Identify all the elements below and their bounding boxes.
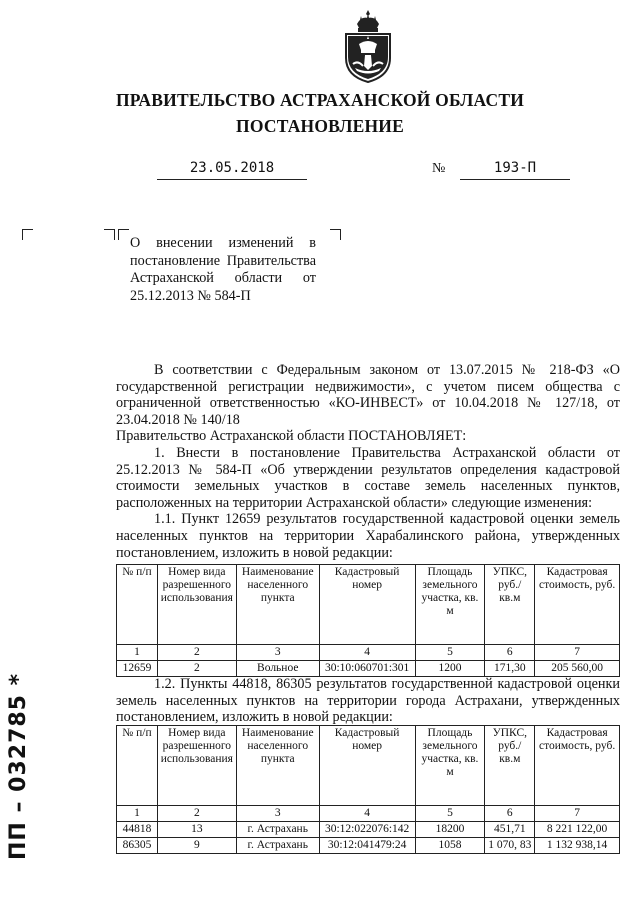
document-subject: О внесении изменений в постановление Правительства Астраханской области от 25.12.2013 № 584-П [130, 235, 316, 304]
table-cell: 1 070, 83 [485, 838, 535, 854]
table-row [117, 822, 620, 838]
table-header-row [117, 726, 620, 806]
date-underline [157, 179, 307, 180]
item-1-2-paragraph: 1.2. Пункты 44818, 86305 результатов государственной кадастровой оценки земель населенных пунктов на территории города Астрахани, утвержденных постановлением, изложить в новой редакции: [116, 676, 620, 726]
column-number-row [117, 645, 620, 661]
header-cell: № п/п [117, 726, 158, 806]
item-1-paragraph: 1. Внести в постановление Правительства Астраханской области от 25.12.2013 № 584-П «Об утверждении результатов определения кадастровой стоимости земельных участков в составе земель населенных пунктов, расположенных на территории Астраханской области» следующие изменения: [116, 444, 620, 511]
column-number-cell: 3 [236, 645, 319, 661]
header-cell: Площадь земельного участка, кв. м [415, 726, 485, 806]
document-number: 193-П [493, 160, 537, 176]
item-1-1-paragraph: 1.1. Пункт 12659 результатов государственной кадастровой оценки земель населенных пунктов на территории Харабалинского района, утвержденных постановлением, изложить в новой редакции: [116, 511, 620, 561]
table-cell: 451,71 [485, 822, 535, 838]
document-type-title: ПОСТАНОВЛЕНИЕ [236, 116, 404, 136]
column-number-cell: 5 [415, 645, 485, 661]
government-title: ПРАВИТЕЛЬСТВО АСТРАХАНСКОЙ ОБЛАСТИ [115, 90, 525, 110]
header-cell: Кадастровый номер [319, 726, 415, 806]
cadastral-table-2 [116, 725, 620, 854]
corner-mark-subject-left [104, 229, 115, 240]
table-cell: 1058 [415, 838, 485, 854]
document-body [116, 362, 620, 561]
column-number-cell: 2 [157, 806, 236, 822]
table-cell: 171,30 [485, 661, 535, 677]
table-cell: 12659 [117, 661, 158, 677]
number-sign: № [432, 161, 446, 176]
table-cell: 8 221 122,00 [535, 822, 620, 838]
table-cell: г. Астрахань [236, 838, 319, 854]
table-cell: 9 [157, 838, 236, 854]
header-cell: Кадастровая стоимость, руб. [535, 565, 620, 645]
header-cell: Номер вида разрешенного использования [157, 565, 236, 645]
corner-mark-left [22, 229, 33, 240]
column-number-cell: 3 [236, 806, 319, 822]
header-cell: Наименование населенного пункта [236, 565, 319, 645]
serial-number-stamp [4, 672, 44, 860]
table-cell: 1200 [415, 661, 485, 677]
table-cell: 2 [157, 661, 236, 677]
table-cell: 1 132 938,14 [535, 838, 620, 854]
table-row [117, 838, 620, 854]
serial-number-text: ПП – 032785 * [6, 672, 31, 860]
column-number-cell: 6 [485, 645, 535, 661]
column-number-cell: 5 [415, 806, 485, 822]
column-number-row [117, 806, 620, 822]
table-row [117, 661, 620, 677]
header-cell: УПКС, руб./ кв.м [485, 726, 535, 806]
column-number-cell: 1 [117, 806, 158, 822]
column-number-cell: 4 [319, 806, 415, 822]
header-cell: Номер вида разрешенного использования [157, 726, 236, 806]
table-cell: Вольное [236, 661, 319, 677]
corner-mark-subject-left-inner [118, 229, 129, 240]
header-cell: № п/п [117, 565, 158, 645]
table-cell: 205 560,00 [535, 661, 620, 677]
table-header-row [117, 565, 620, 645]
table-cell: 30:12:041479:24 [319, 838, 415, 854]
document-date: 23.05.2018 [189, 160, 275, 176]
table-cell: 44818 [117, 822, 158, 838]
table-cell: 30:10:060701:301 [319, 661, 415, 677]
table-cell: 18200 [415, 822, 485, 838]
decree-paragraph: Правительство Астраханской области ПОСТАНОВЛЯЕТ: [116, 428, 467, 445]
header-cell: Кадастровый номер [319, 565, 415, 645]
number-underline [460, 179, 570, 180]
column-number-cell: 2 [157, 645, 236, 661]
header-cell: УПКС, руб./ кв.м [485, 565, 535, 645]
item-1-2-block [116, 676, 620, 726]
cadastral-table-1 [116, 564, 620, 677]
header-cell: Наименование населенного пункта [236, 726, 319, 806]
table-cell: 30:12:022076:142 [319, 822, 415, 838]
column-number-cell: 7 [535, 806, 620, 822]
header-cell: Кадастровая стоимость, руб. [535, 726, 620, 806]
column-number-cell: 1 [117, 645, 158, 661]
coat-of-arms-emblem [343, 8, 393, 84]
column-number-cell: 4 [319, 645, 415, 661]
table-cell: 13 [157, 822, 236, 838]
header-cell: Площадь земельного участка, кв. м [415, 565, 485, 645]
corner-mark-subject-right [330, 229, 341, 240]
column-number-cell: 7 [535, 645, 620, 661]
preamble-paragraph: В соответствии с Федеральным законом от 13.07.2015 № 218-ФЗ «О государственной регистрации недвижимости», с учетом писем общества с ограниченной ответственностью «КО-ИНВЕСТ» от 10.04.2018 № 127/18, от 23.04.2018 № 140/18 [116, 362, 620, 428]
column-number-cell: 6 [485, 806, 535, 822]
table-cell: 86305 [117, 838, 158, 854]
table-cell: г. Астрахань [236, 822, 319, 838]
